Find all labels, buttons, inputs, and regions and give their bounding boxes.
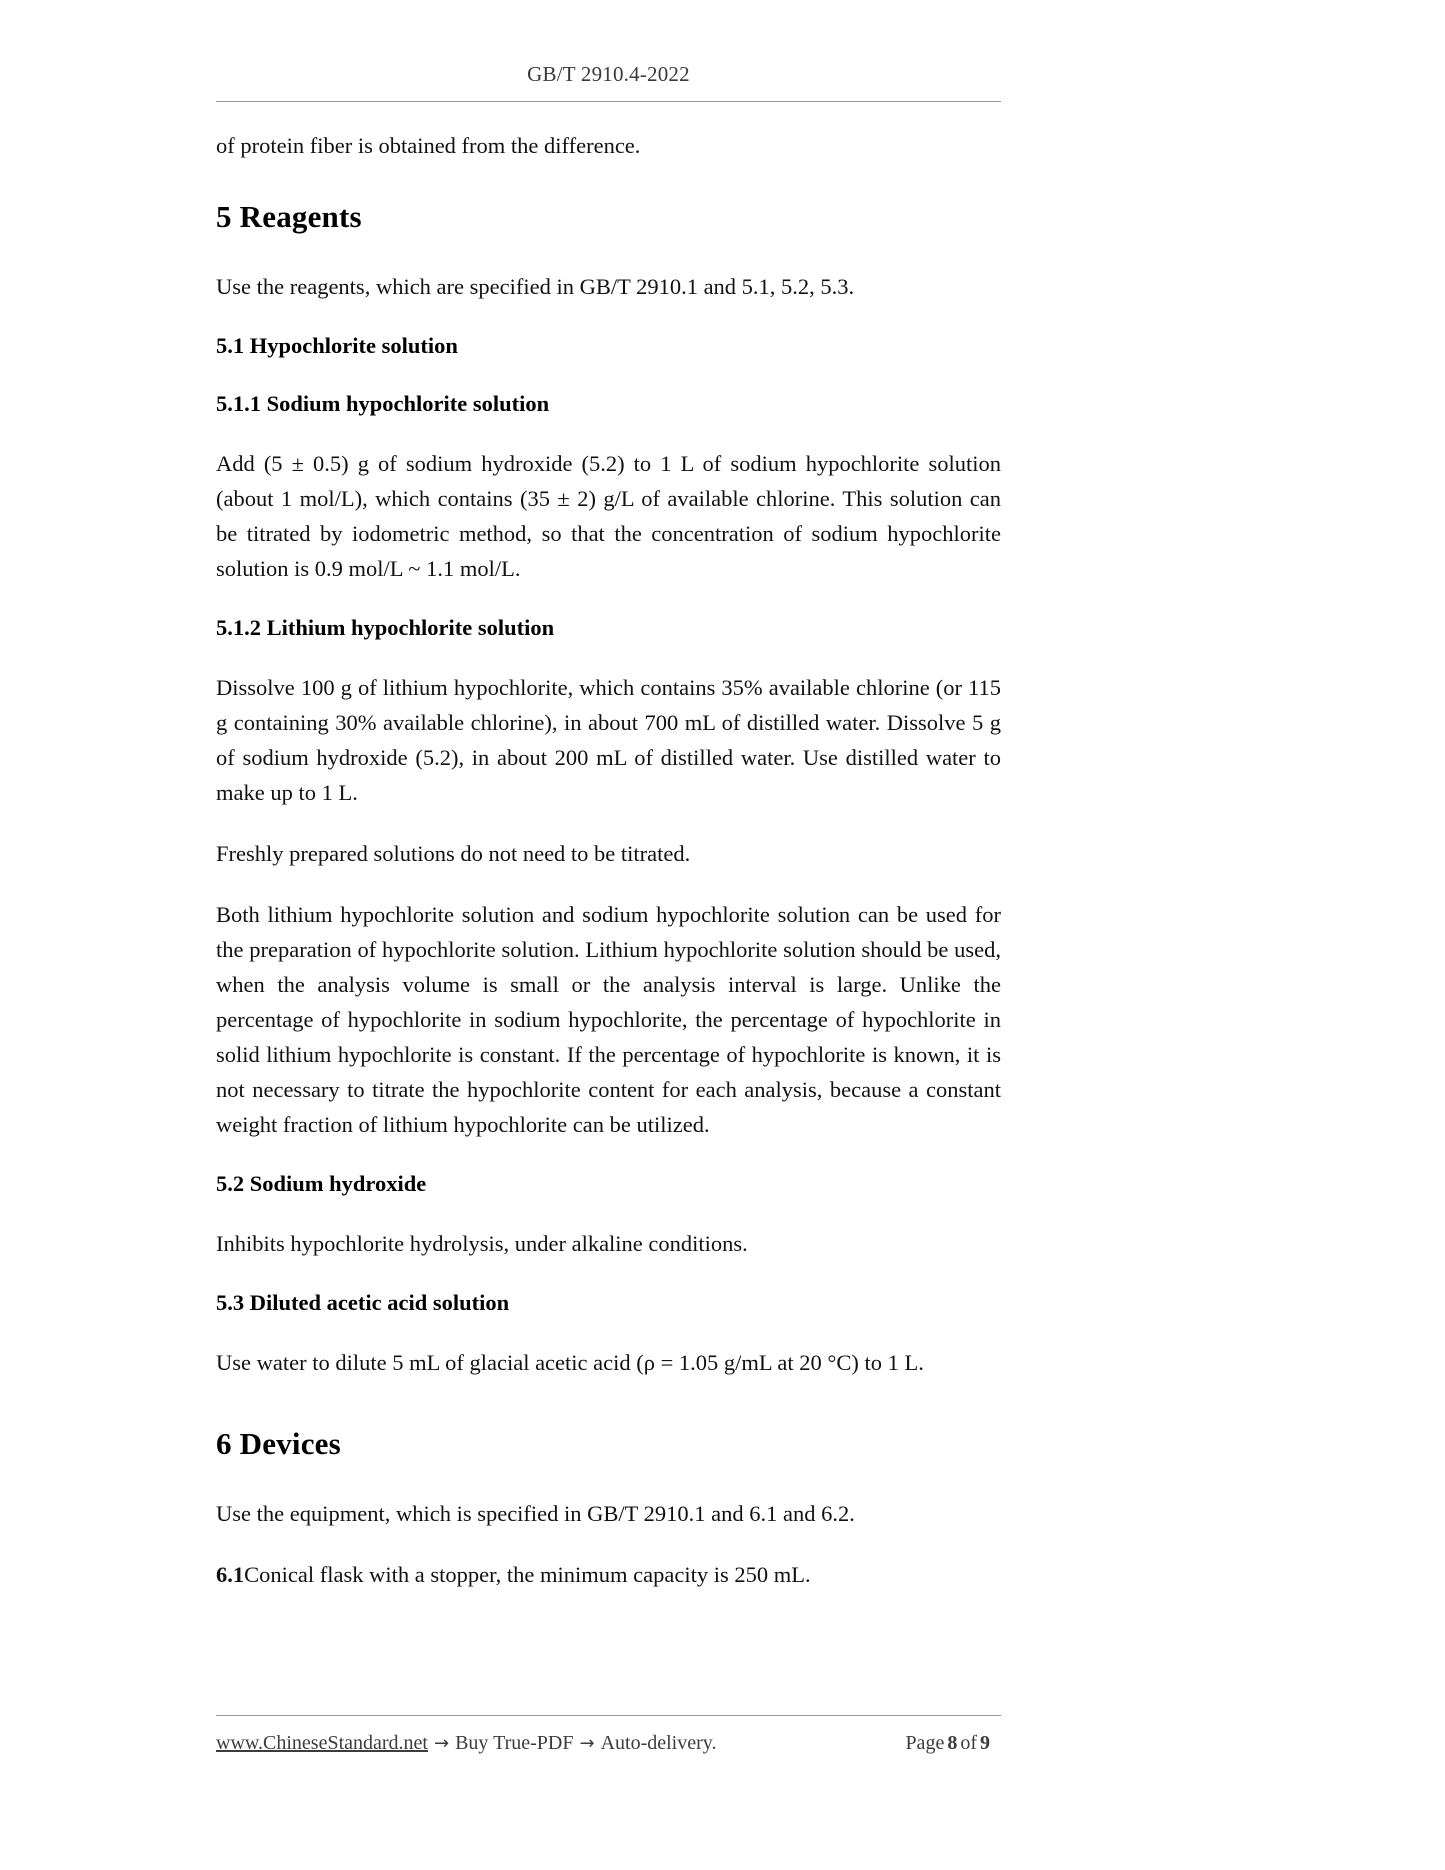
header-divider [216,101,1001,102]
footer-website-link[interactable]: www.ChineseStandard.net [216,1732,428,1754]
arrow-right-icon-2: → [579,1733,595,1754]
paragraph-5-3: Use water to dilute 5 mL of glacial acetic acid (ρ = 1.05 g/mL at 20 °C) to 1 L. [216,1350,924,1375]
section-5-intro-paragraph: Use the reagents, which are specified in GB/T 2910.1 and 5.1, 5.2, 5.3. [216,274,855,299]
item-6-1-label: 6.1 [216,1562,245,1587]
section-heading-5-reagents: 5 Reagents [216,199,362,234]
footer-page-indicator [905,1732,1001,1755]
footer-delivery-text: Auto-delivery. [600,1732,717,1754]
footer-promo [216,1732,716,1755]
subsection-heading-5-1: 5.1 Hypochlorite solution [216,333,458,358]
arrow-right-icon-1: → [434,1733,450,1754]
subsection-heading-5-1-2: 5.1.2 Lithium hypochlorite solution [216,615,555,640]
paragraph-5-1-2-preparation: Dissolve 100 g of lithium hypochlorite, which contains 35% available chlorine (or 115 g containing 30% available chlorine), in about 700 mL of distilled water. Dissolve 5 g of sodium hydroxide (5.2), in about 200 mL of distilled water. Use distilled water to make up to 1 L. [216,675,1001,805]
paragraph-5-2: Inhibits hypochlorite hydrolysis, under alkaline conditions. [216,1231,748,1256]
footer-divider [216,1715,1001,1716]
footer-of-label: of [960,1732,977,1754]
footer-current-page: 8 [947,1732,958,1754]
page-header [216,62,1001,102]
document-content [216,128,1001,1618]
subsection-heading-5-3: 5.3 Diluted acetic acid solution [216,1290,510,1315]
item-6-1-text: Conical flask with a stopper, the minimum capacity is 250 mL. [244,1562,811,1587]
footer-total-pages: 9 [980,1732,990,1754]
paragraph-5-1-2-comparison: Both lithium hypochlorite solution and sodium hypochlorite solution can be used for the preparation of hypochlorite solution. Lithium hypochlorite solution should be used, when the analysis volume is small or the analysis interval is large. Unlike the percentage of hypochlorite in sodium hypochlorite, the percentage of hypochlorite in solid lithium hypochlorite is constant. If the percentage of hypochlorite is known, it is not necessary to titrate the hypochlorite content for each analysis, because a constant weight fraction of lithium hypochlorite can be utilized. [216,902,1001,1137]
section-heading-6-devices: 6 Devices [216,1426,341,1461]
footer-row [216,1732,1001,1755]
subsection-heading-5-1-1: 5.1.1 Sodium hypochlorite solution [216,391,550,416]
continued-paragraph: of protein fiber is obtained from the difference. [216,133,641,158]
footer-buy-text: Buy True-PDF [455,1732,574,1754]
subsection-heading-5-2: 5.2 Sodium hydroxide [216,1171,427,1196]
paragraph-5-1-1: Add (5 ± 0.5) g of sodium hydroxide (5.2) to 1 L of sodium hypochlorite solution (about 1 mol/L), which contains (35 ± 2) g/L of available chlorine. This solution can be titrated by iodometric method, so that the concentration of sodium hypochlorite solution is 0.9 mol/L ~ 1.1 mol/L. [216,451,1001,581]
footer-page-label: Page [905,1732,945,1754]
section-6-intro-paragraph: Use the equipment, which is specified in GB/T 2910.1 and 6.1 and 6.2. [216,1501,855,1526]
item-6-1 [216,1557,1001,1592]
page-footer [216,1715,1001,1755]
header-standard-number: GB/T 2910.4-2022 [527,62,690,86]
paragraph-5-1-2-freshly-prepared: Freshly prepared solutions do not need to be titrated. [216,841,691,866]
